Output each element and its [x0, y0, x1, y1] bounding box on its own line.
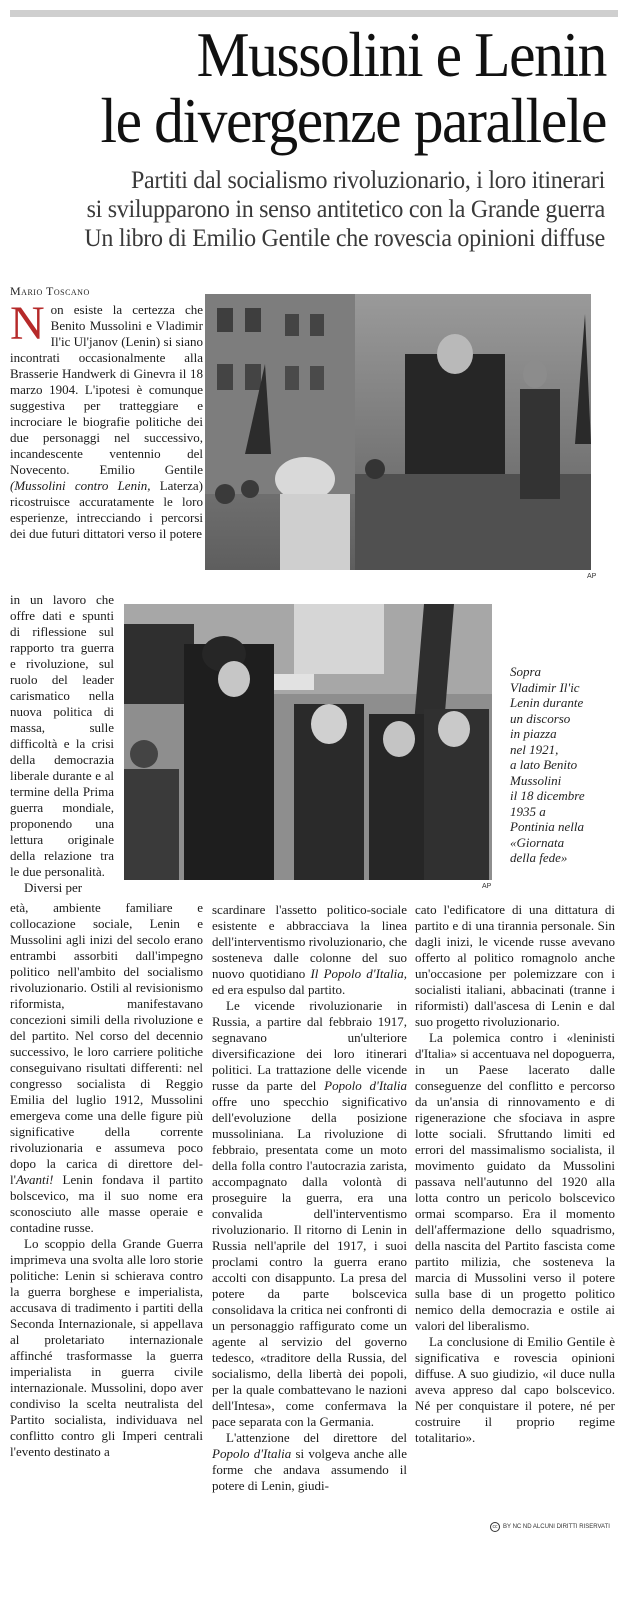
article-paragraph: cato l'edificatore di una dittatura di partito e di una tirannia personale. Sin dagli inizi, le vicende russe avevano offerto al politico romagnolo anche un'occasione per polemizzare con i socialisti italiani, abbacinati (tranne i riformisti) dall'ascesa di Lenin e dal suo progetto rivoluzionario. — [415, 902, 615, 1029]
photo-mussolini-pontinia-image — [124, 604, 492, 880]
license-footer — [490, 1522, 610, 1532]
caption-line: il 18 dicembre — [510, 788, 585, 803]
article-column-3 — [415, 902, 615, 1446]
article-column-1-bottom — [10, 900, 203, 1460]
subheadline — [24, 166, 605, 253]
article-paragraph — [212, 1430, 407, 1494]
caption-line: Pontinia nella — [510, 819, 585, 834]
paragraph-text: età, ambiente familiare e collocazione sociale, Lenin e Mussolini agli inizi del secolo erano entrambi assorbiti dall'impegno politico nell'ambito del socialismo rivoluzionario. Ostili al revisionismo riformista, manifestavano concezioni simili della rivoluzione e del partito. Nel corso del decennio successivo, le loro carriere politiche conseguivano risultati differenti: nel congresso socialista di Reggio Emilia del luglio 1912, Mussolini emergeva come una delle figure più significative della corrente rivoluzionaria e assumeva poco dopo la carica di direttore del-l' — [10, 900, 203, 1187]
subheadline-line-3: Un libro di Emilio Gentile che rovescia opinioni diffuse — [84, 225, 606, 252]
article-paragraph — [10, 900, 203, 1236]
article-paragraph — [10, 297, 203, 542]
article-paragraph — [212, 902, 407, 998]
paragraph-text: scardinare l'assetto politico-sociale esistente e abbracciava la linea dell'interventismo rivoluzionario, che sosteneva dalle colonne del suo nuovo quotidiano — [212, 902, 407, 981]
headline-line-1: Mussolini e Lenin — [196, 19, 606, 90]
article-paragraph: La conclusione di Emilio Gentile è significativa e rovescia opinioni diffuse. A suo giudizio, «il duce nulla aveva appreso dal capo bolscevico. Né per conquistare il potere, né per costruire il proprio regime totalitario». — [415, 1334, 615, 1445]
top-rule — [10, 10, 618, 17]
headline — [42, 19, 606, 156]
caption-line: «Giornata — [510, 834, 565, 850]
caption-line: nel 1921, — [510, 741, 559, 757]
article-column-1-top — [10, 297, 203, 542]
photo-credit-2: AP — [482, 883, 492, 890]
byline: Mario Toscano — [10, 284, 90, 298]
photo-lenin-speech — [205, 294, 591, 570]
photo-lenin-speech-image — [205, 294, 591, 570]
article-column-2 — [212, 902, 407, 1494]
caption-line: un discorso — [510, 710, 571, 726]
caption-line: Lenin durante — [510, 695, 584, 710]
newspaper-title: Popolo d'Italia — [324, 1078, 407, 1093]
caption-line: Sopra — [510, 664, 542, 679]
paragraph-text: si volgeva anche alle forme che andava assumendo il potere di Lenin, giudi- — [212, 1446, 407, 1493]
subheadline-line-1: Partiti dal socialismo rivoluzionario, i loro itinerari — [130, 167, 605, 194]
newspaper-title: Il Popolo d'Italia, — [310, 966, 407, 981]
caption-line: Mussolini — [510, 772, 562, 788]
paragraph-text: Laterza) ricostruisce accuratamente le loro esperienze, intrecciando i percorsi dei due futuri dittatori verso il potere — [10, 478, 203, 541]
drop-cap: N — [10, 297, 45, 350]
article-paragraph: Diversi per — [24, 880, 83, 895]
article-paragraph: in un lavoro che offre dati e spunti di riflessione sul rapporto tra guerra e rivoluzione, sul ruolo del leader carismatico nella nuova politica di massa, sulle difficoltà e la crisi della democrazia liberale durante e al termine della Prima guerra mondiale, proponendo una lettura originale della relazione tra le due personalità. — [10, 592, 114, 879]
article-paragraph: La polemica contro i «leninisti d'Italia» si accentuava nel dopoguerra, in un Paese lacerato dalle conseguenze del conflitto e percorso da un'ansia di rinnovamento e di rigenerazione che sfociava in aspre lotte sociali. Sfruttando limiti ed errori del massimalismo socialista, il movimento guidato da Mussolini passava nell'autunno del 1920 alla lotta contro un pericolo bolscevico ormai scomparso. Era il momento dell'affermazione dello squadrismo, della nascita del Partito fascista come partito milizia, che sosteneva la marcia di Mussolini verso il potere sulla base di un progetto politico nemico della democrazia e ostile ai valori del liberalismo. — [415, 1030, 615, 1333]
headline-line-2: le divergenze parallele — [100, 85, 606, 156]
creative-commons-icon: cc — [490, 1522, 500, 1532]
article-column-1-narrow — [10, 592, 114, 896]
caption-line: a lato Benito — [510, 757, 578, 772]
caption-line: Vladimir Il'ic — [510, 679, 580, 695]
article-paragraph: Lo scoppio della Grande Guerra imprimeva una svolta alle loro storie politiche: Lenin si schierava contro la guerra borghese e imperialista, accusava di tradimento i partiti della Seconda Internazionale, si appellava al proletariato internazionale affinché trasformasse la guerra imperialista in guerra civile internazionale. Mussolini, dopo aver condiviso la scelta neutralista del Partito socialista, individuava nel conflitto contro gli Imperi centrali l'evento destinato a — [10, 1236, 203, 1459]
paragraph-text: offre uno specchio significativo dell'evoluzione della posizione mussoliniana. La rivoluzione di febbraio, presentata come un moto della folla contro l'autocrazia zarista, accompagnato dalla volontà di proseguire la guerra, era una convalida dell'interventismo rivoluzionario. Il ritorno di Lenin in Russia nell'aprile del 1917, i suoi proclami contro la guerra erano accolti con disappunto. La presa del potere da parte bolscevica consolidava la critica nei confronti di un personaggio raffigurato come un agente al servizio del governo tedesco, «traditore della Russia, del socialismo, della libertà dei popoli, per la quale combattevano le nazioni dell'Intesa», come confermava la pace separata con la Germania. — [212, 1094, 407, 1429]
subheadline-line-2: si svilupparono in senso antitetico con la Grande guerra — [86, 196, 606, 223]
photo-mussolini-pontinia — [124, 604, 492, 880]
paragraph-text: Le vicende rivoluzionarie in Russia, a partire dal febbraio 1917, segnavano un'ulteriore diversificazione dei loro itinerari politici. La trattazione delle vicende russe da parte del — [212, 998, 407, 1093]
license-text: BY NC ND ALCUNI DIRITTI RISERVATI — [503, 1524, 610, 1530]
paragraph-text: Lenin fondava il partito bolscevico, ma il suo nome era sconosciuto alle masse operaie e contadine russe. — [10, 1172, 203, 1235]
caption-line: della fede» — [510, 850, 568, 865]
paragraph-text: L'attenzione del direttore del — [226, 1430, 407, 1445]
photo-caption — [510, 664, 622, 866]
paragraph-text: ed era espulso dal partito. — [212, 982, 346, 997]
article-paragraph — [212, 998, 407, 1430]
newspaper-title: Avanti! — [15, 1172, 54, 1187]
newspaper-title: Popolo d'Italia — [212, 1446, 292, 1461]
photo-credit-1: AP — [587, 573, 597, 580]
book-title: (Mussolini contro Lenin, — [10, 478, 151, 493]
caption-line: 1935 a — [510, 803, 546, 819]
caption-line: in piazza — [510, 726, 557, 741]
paragraph-text: on esiste la certezza che Benito Mussolini e Vladimir Il'ic Ul'janov (Lenin) si siano incontrati occasionalmente alla Brasserie Handwerk di Ginevra il 18 marzo 1904. L'ipotesi è comunque suggestiva per tratteggiare e incrociare le biografie politiche dei due personaggi nel successivo, incandescente ventennio del Novecento. Emilio Gentile — [10, 302, 203, 477]
